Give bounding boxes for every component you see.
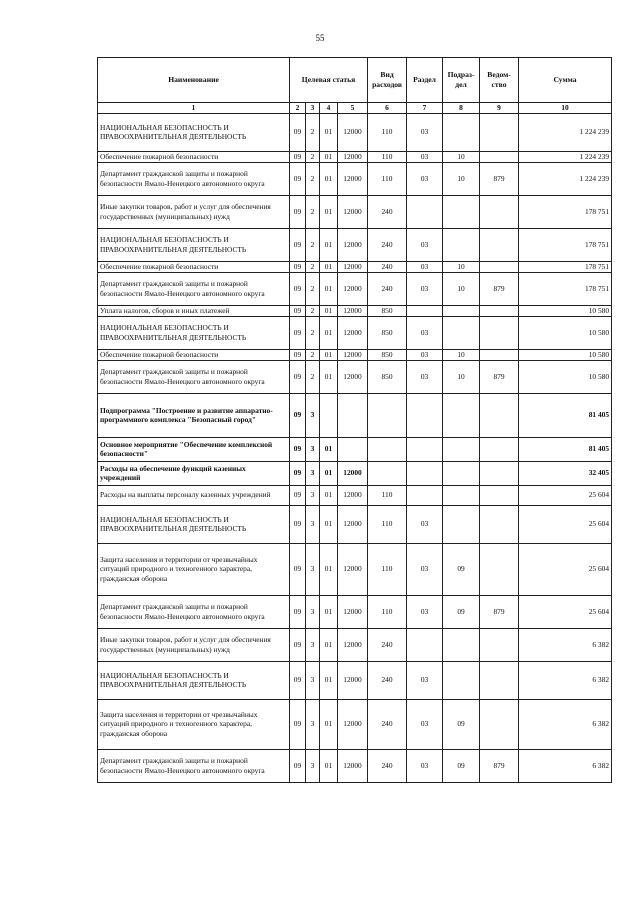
row-subprogram: 2 xyxy=(306,113,320,151)
row-subprogram: 2 xyxy=(306,360,320,393)
table-row xyxy=(98,749,612,782)
row-program: 09 xyxy=(290,393,306,437)
row-activity: 01 xyxy=(320,162,338,195)
row-direction xyxy=(338,393,368,437)
row-subprogram: 3 xyxy=(306,595,320,628)
row-sum: 32 405 xyxy=(519,461,612,485)
row-section: 03 xyxy=(407,151,443,162)
row-name: Расходы на обеспечение функций казенных учреждений xyxy=(98,461,290,485)
row-sum: 81 405 xyxy=(519,393,612,437)
row-expense-type: 240 xyxy=(368,661,407,699)
header-expense-type: Вид расходов xyxy=(368,58,407,103)
row-sum: 1 224 239 xyxy=(519,151,612,162)
row-activity: 01 xyxy=(320,628,338,661)
row-direction: 12000 xyxy=(338,595,368,628)
row-sum: 178 751 xyxy=(519,228,612,261)
row-department xyxy=(480,485,519,505)
row-subsection: 09 xyxy=(443,543,480,595)
row-section: 03 xyxy=(407,261,443,272)
row-expense-type: 110 xyxy=(368,162,407,195)
header-row xyxy=(98,58,612,103)
table-row xyxy=(98,661,612,699)
row-direction: 12000 xyxy=(338,505,368,543)
row-program: 09 xyxy=(290,261,306,272)
page-number: 55 xyxy=(315,33,325,43)
row-activity: 01 xyxy=(320,195,338,228)
table-row xyxy=(98,113,612,151)
row-subsection: 10 xyxy=(443,162,480,195)
column-number: 9 xyxy=(480,103,519,114)
row-sum: 178 751 xyxy=(519,272,612,305)
row-section: 03 xyxy=(407,699,443,749)
table-row xyxy=(98,162,612,195)
row-name: НАЦИОНАЛЬНАЯ БЕЗОПАСНОСТЬ И ПРАВООХРАНИТЕЛЬНАЯ ДЕЯТЕЛЬНОСТЬ xyxy=(98,228,290,261)
row-name: Защита населения и территории от чрезвычайных ситуаций природного и техногенного характера, гражданская оборона xyxy=(98,543,290,595)
table-row xyxy=(98,485,612,505)
row-subprogram: 3 xyxy=(306,437,320,461)
row-direction xyxy=(338,437,368,461)
row-activity: 01 xyxy=(320,272,338,305)
table-row xyxy=(98,461,612,485)
column-numbers-row xyxy=(98,103,612,114)
row-direction: 12000 xyxy=(338,162,368,195)
row-subprogram: 3 xyxy=(306,393,320,437)
row-department xyxy=(480,393,519,437)
row-section xyxy=(407,195,443,228)
row-program: 09 xyxy=(290,305,306,316)
row-expense-type: 110 xyxy=(368,485,407,505)
row-sum: 6 382 xyxy=(519,628,612,661)
row-subsection: 10 xyxy=(443,272,480,305)
column-number: 5 xyxy=(338,103,368,114)
header-subsection: Подраз-дел xyxy=(443,58,480,103)
row-program: 09 xyxy=(290,749,306,782)
row-subsection xyxy=(443,195,480,228)
row-direction: 12000 xyxy=(338,628,368,661)
row-expense-type: 240 xyxy=(368,261,407,272)
row-subsection xyxy=(443,628,480,661)
row-section: 03 xyxy=(407,661,443,699)
row-activity: 01 xyxy=(320,360,338,393)
row-sum: 6 382 xyxy=(519,661,612,699)
row-program: 09 xyxy=(290,661,306,699)
row-expense-type: 850 xyxy=(368,316,407,349)
row-program: 09 xyxy=(290,485,306,505)
row-expense-type: 110 xyxy=(368,151,407,162)
row-sum: 10 580 xyxy=(519,305,612,316)
row-subprogram: 2 xyxy=(306,261,320,272)
row-activity: 01 xyxy=(320,699,338,749)
row-activity: 01 xyxy=(320,305,338,316)
row-department: 879 xyxy=(480,272,519,305)
row-activity: 01 xyxy=(320,113,338,151)
row-department xyxy=(480,228,519,261)
table-row xyxy=(98,195,612,228)
row-subsection: 09 xyxy=(443,595,480,628)
row-subsection: 09 xyxy=(443,699,480,749)
row-sum: 1 224 239 xyxy=(519,162,612,195)
row-expense-type xyxy=(368,461,407,485)
row-section xyxy=(407,393,443,437)
row-sum: 25 604 xyxy=(519,505,612,543)
row-expense-type: 110 xyxy=(368,113,407,151)
row-department xyxy=(480,316,519,349)
row-name: Защита населения и территории от чрезвычайных ситуаций природного и техногенного характера, гражданская оборона xyxy=(98,699,290,749)
row-subprogram: 3 xyxy=(306,749,320,782)
row-department: 879 xyxy=(480,162,519,195)
row-activity: 01 xyxy=(320,349,338,360)
row-name: НАЦИОНАЛЬНАЯ БЕЗОПАСНОСТЬ И ПРАВООХРАНИТЕЛЬНАЯ ДЕЯТЕЛЬНОСТЬ xyxy=(98,505,290,543)
row-department xyxy=(480,505,519,543)
row-section xyxy=(407,461,443,485)
row-subsection xyxy=(443,461,480,485)
row-department xyxy=(480,349,519,360)
row-section: 03 xyxy=(407,505,443,543)
row-section: 03 xyxy=(407,595,443,628)
row-activity: 01 xyxy=(320,543,338,595)
row-activity: 01 xyxy=(320,461,338,485)
row-activity: 01 xyxy=(320,749,338,782)
column-number: 6 xyxy=(368,103,407,114)
row-name: Основное мероприятие "Обеспечение комплексной безопасности" xyxy=(98,437,290,461)
row-sum: 178 751 xyxy=(519,261,612,272)
row-department xyxy=(480,461,519,485)
row-section xyxy=(407,305,443,316)
table-row xyxy=(98,595,612,628)
table-row xyxy=(98,305,612,316)
row-sum: 1 224 239 xyxy=(519,113,612,151)
row-subprogram: 2 xyxy=(306,195,320,228)
row-department xyxy=(480,151,519,162)
row-subprogram: 2 xyxy=(306,316,320,349)
row-subsection xyxy=(443,316,480,349)
row-program: 09 xyxy=(290,113,306,151)
row-subsection xyxy=(443,437,480,461)
row-expense-type xyxy=(368,437,407,461)
row-name: НАЦИОНАЛЬНАЯ БЕЗОПАСНОСТЬ И ПРАВООХРАНИТЕЛЬНАЯ ДЕЯТЕЛЬНОСТЬ xyxy=(98,316,290,349)
column-number: 4 xyxy=(320,103,338,114)
row-sum: 10 580 xyxy=(519,316,612,349)
row-activity: 01 xyxy=(320,595,338,628)
row-subprogram: 3 xyxy=(306,699,320,749)
row-direction: 12000 xyxy=(338,349,368,360)
table-row xyxy=(98,261,612,272)
row-direction: 12000 xyxy=(338,461,368,485)
row-activity: 01 xyxy=(320,661,338,699)
row-name: Обеспечение пожарной безопасности xyxy=(98,349,290,360)
row-expense-type: 240 xyxy=(368,228,407,261)
table-row xyxy=(98,505,612,543)
row-department xyxy=(480,437,519,461)
row-expense-type: 850 xyxy=(368,349,407,360)
row-name: Департамент гражданской защиты и пожарной безопасности Ямало-Ненецкого автономного округа xyxy=(98,595,290,628)
row-program: 09 xyxy=(290,360,306,393)
row-program: 09 xyxy=(290,228,306,261)
row-subsection xyxy=(443,661,480,699)
row-subprogram: 3 xyxy=(306,661,320,699)
row-expense-type: 110 xyxy=(368,595,407,628)
row-program: 09 xyxy=(290,151,306,162)
row-section: 03 xyxy=(407,749,443,782)
header-sum: Сумма xyxy=(519,58,612,103)
row-activity: 01 xyxy=(320,485,338,505)
row-department xyxy=(480,195,519,228)
table-row xyxy=(98,543,612,595)
row-section xyxy=(407,628,443,661)
row-section: 03 xyxy=(407,113,443,151)
row-direction: 12000 xyxy=(338,360,368,393)
row-sum: 10 580 xyxy=(519,360,612,393)
row-section xyxy=(407,485,443,505)
row-name: НАЦИОНАЛЬНАЯ БЕЗОПАСНОСТЬ И ПРАВООХРАНИТЕЛЬНАЯ ДЕЯТЕЛЬНОСТЬ xyxy=(98,113,290,151)
row-subprogram: 3 xyxy=(306,543,320,595)
row-name: Уплата налогов, сборов и иных платежей xyxy=(98,305,290,316)
table-row xyxy=(98,393,612,437)
table-row xyxy=(98,360,612,393)
column-number: 1 xyxy=(98,103,290,114)
row-direction: 12000 xyxy=(338,272,368,305)
column-number: 10 xyxy=(519,103,612,114)
row-expense-type: 240 xyxy=(368,628,407,661)
row-section: 03 xyxy=(407,360,443,393)
row-subsection: 10 xyxy=(443,261,480,272)
row-expense-type: 850 xyxy=(368,305,407,316)
row-direction: 12000 xyxy=(338,151,368,162)
row-department: 879 xyxy=(480,749,519,782)
row-expense-type: 110 xyxy=(368,543,407,595)
row-direction: 12000 xyxy=(338,485,368,505)
row-program: 09 xyxy=(290,505,306,543)
row-direction: 12000 xyxy=(338,661,368,699)
row-activity: 01 xyxy=(320,261,338,272)
row-subprogram: 3 xyxy=(306,505,320,543)
header-name: Наименование xyxy=(98,58,290,103)
row-subprogram: 2 xyxy=(306,162,320,195)
row-subsection xyxy=(443,485,480,505)
row-subsection xyxy=(443,113,480,151)
row-subprogram: 3 xyxy=(306,485,320,505)
row-subsection: 10 xyxy=(443,360,480,393)
column-number: 3 xyxy=(306,103,320,114)
table-row xyxy=(98,316,612,349)
row-direction: 12000 xyxy=(338,543,368,595)
row-section: 03 xyxy=(407,349,443,360)
row-direction: 12000 xyxy=(338,261,368,272)
column-number: 7 xyxy=(407,103,443,114)
row-expense-type: 240 xyxy=(368,272,407,305)
row-subprogram: 3 xyxy=(306,461,320,485)
row-subprogram: 2 xyxy=(306,349,320,360)
row-program: 09 xyxy=(290,543,306,595)
row-subprogram: 2 xyxy=(306,272,320,305)
row-name: Департамент гражданской защиты и пожарной безопасности Ямало-Ненецкого автономного округа xyxy=(98,272,290,305)
row-program: 09 xyxy=(290,628,306,661)
row-name: НАЦИОНАЛЬНАЯ БЕЗОПАСНОСТЬ И ПРАВООХРАНИТЕЛЬНАЯ ДЕЯТЕЛЬНОСТЬ xyxy=(98,661,290,699)
row-sum: 10 580 xyxy=(519,349,612,360)
row-activity: 01 xyxy=(320,151,338,162)
row-program: 09 xyxy=(290,272,306,305)
row-subprogram: 3 xyxy=(306,628,320,661)
row-department xyxy=(480,699,519,749)
row-expense-type: 110 xyxy=(368,505,407,543)
row-name: Обеспечение пожарной безопасности xyxy=(98,151,290,162)
row-subsection xyxy=(443,228,480,261)
table-row xyxy=(98,437,612,461)
header-department: Ведом-ство xyxy=(480,58,519,103)
table-row xyxy=(98,699,612,749)
row-department xyxy=(480,305,519,316)
header-section: Раздел xyxy=(407,58,443,103)
row-subsection: 10 xyxy=(443,151,480,162)
row-department xyxy=(480,261,519,272)
row-section: 03 xyxy=(407,316,443,349)
row-department xyxy=(480,628,519,661)
row-sum: 25 604 xyxy=(519,595,612,628)
row-section: 03 xyxy=(407,228,443,261)
row-program: 09 xyxy=(290,461,306,485)
row-program: 09 xyxy=(290,595,306,628)
row-activity xyxy=(320,393,338,437)
row-program: 09 xyxy=(290,699,306,749)
row-program: 09 xyxy=(290,195,306,228)
row-name: Иные закупки товаров, работ и услуг для обеспечения государственных (муниципальных) нужд xyxy=(98,195,290,228)
row-section: 03 xyxy=(407,543,443,595)
row-program: 09 xyxy=(290,349,306,360)
row-department xyxy=(480,543,519,595)
row-subprogram: 2 xyxy=(306,228,320,261)
row-section: 03 xyxy=(407,162,443,195)
row-direction: 12000 xyxy=(338,195,368,228)
row-subsection xyxy=(443,505,480,543)
row-subsection: 10 xyxy=(443,349,480,360)
table-row xyxy=(98,228,612,261)
row-activity: 01 xyxy=(320,316,338,349)
column-number: 2 xyxy=(290,103,306,114)
row-subprogram: 2 xyxy=(306,305,320,316)
row-expense-type: 850 xyxy=(368,360,407,393)
row-section: 03 xyxy=(407,272,443,305)
row-direction: 12000 xyxy=(338,699,368,749)
row-sum: 81 405 xyxy=(519,437,612,461)
row-department: 879 xyxy=(480,595,519,628)
budget-table xyxy=(97,57,612,783)
row-sum: 25 604 xyxy=(519,543,612,595)
row-direction: 12000 xyxy=(338,113,368,151)
row-department xyxy=(480,113,519,151)
table-row xyxy=(98,151,612,162)
row-program: 09 xyxy=(290,437,306,461)
row-section xyxy=(407,437,443,461)
row-program: 09 xyxy=(290,162,306,195)
row-subprogram: 2 xyxy=(306,151,320,162)
row-subsection: 09 xyxy=(443,749,480,782)
row-sum: 6 382 xyxy=(519,699,612,749)
row-department xyxy=(480,661,519,699)
row-sum: 6 382 xyxy=(519,749,612,782)
row-expense-type: 240 xyxy=(368,699,407,749)
row-name: Департамент гражданской защиты и пожарной безопасности Ямало-Ненецкого автономного округа xyxy=(98,162,290,195)
row-activity: 01 xyxy=(320,228,338,261)
row-expense-type xyxy=(368,393,407,437)
row-program: 09 xyxy=(290,316,306,349)
row-name: Департамент гражданской защиты и пожарной безопасности Ямало-Ненецкого автономного округа xyxy=(98,360,290,393)
row-direction: 12000 xyxy=(338,749,368,782)
row-direction: 12000 xyxy=(338,228,368,261)
row-name: Расходы на выплаты персоналу казенных учреждений xyxy=(98,485,290,505)
table-body xyxy=(98,113,612,782)
table-row xyxy=(98,628,612,661)
row-department: 879 xyxy=(480,360,519,393)
row-name: Подпрограмма "Построение и развитие аппаратно-программного комплекса "Безопасный город" xyxy=(98,393,290,437)
row-subsection xyxy=(443,393,480,437)
row-direction: 12000 xyxy=(338,316,368,349)
row-sum: 25 604 xyxy=(519,485,612,505)
table-row xyxy=(98,349,612,360)
row-name: Обеспечение пожарной безопасности xyxy=(98,261,290,272)
row-name: Департамент гражданской защиты и пожарной безопасности Ямало-Ненецкого автономного округа xyxy=(98,749,290,782)
row-activity: 01 xyxy=(320,505,338,543)
row-name: Иные закупки товаров, работ и услуг для обеспечения государственных (муниципальных) нужд xyxy=(98,628,290,661)
table-row xyxy=(98,272,612,305)
row-subsection xyxy=(443,305,480,316)
row-sum: 178 751 xyxy=(519,195,612,228)
row-expense-type: 240 xyxy=(368,749,407,782)
row-expense-type: 240 xyxy=(368,195,407,228)
header-target-article: Целевая статья xyxy=(290,58,368,103)
row-activity: 01 xyxy=(320,437,338,461)
row-direction: 12000 xyxy=(338,305,368,316)
column-number: 8 xyxy=(443,103,480,114)
